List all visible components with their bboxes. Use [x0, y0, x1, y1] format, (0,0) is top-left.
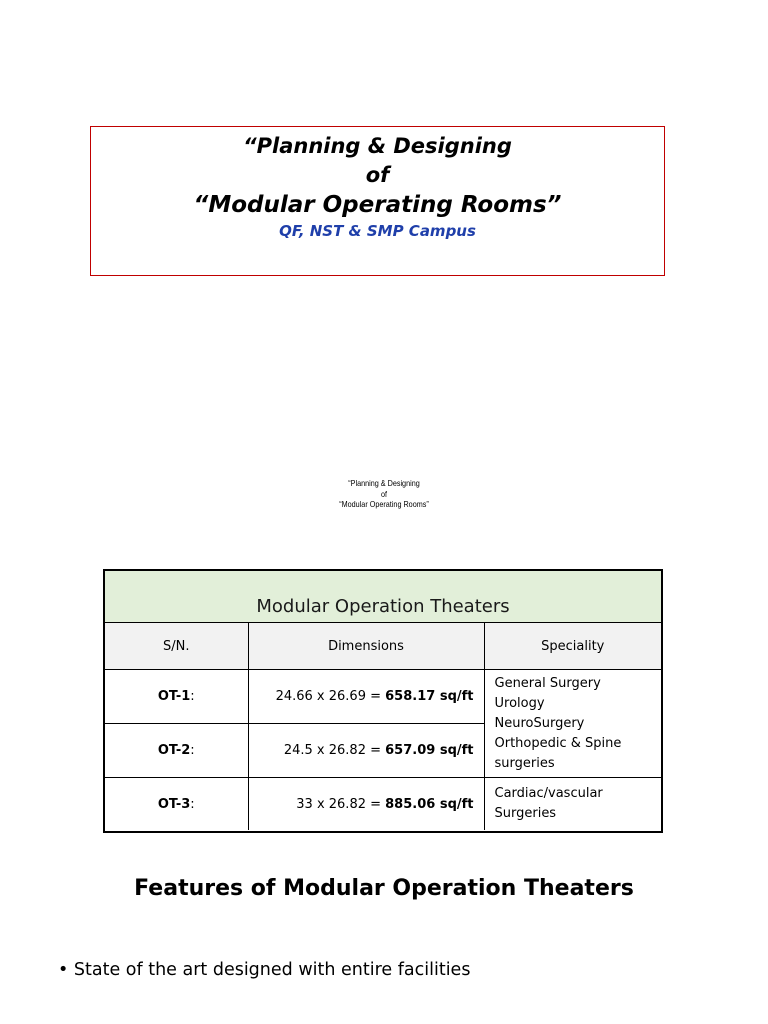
header-sn: S/N.: [105, 623, 248, 670]
cell-sn: OT-2:: [105, 724, 248, 778]
sn-label: OT-3: [157, 796, 191, 812]
cell-dimensions: [248, 778, 484, 831]
dim-total: 658.17 sq/ft: [385, 689, 474, 704]
cover-subtitle: QF, NST & SMP Campus: [279, 222, 476, 240]
sn-label: OT-2: [157, 743, 191, 758]
feature-bullet-text: State of the art designed with entire facilities: [73, 960, 471, 980]
theaters-table: [103, 569, 663, 833]
speciality-item: NeuroSurgery: [494, 715, 585, 731]
sn-label: OT-1: [157, 689, 191, 704]
speciality-item: Surgeries: [494, 806, 557, 821]
theaters-grid: [105, 623, 661, 830]
features-heading: Features of Modular Operation Theaters: [134, 876, 634, 901]
dim-total: 885.06 sq/ft: [385, 796, 474, 812]
header-dimensions: Dimensions: [248, 623, 484, 670]
thumbnail-line3: “Modular Operating Rooms”: [339, 499, 429, 509]
thumbnail-title: [0, 478, 768, 510]
cover-title-line3: “Modular Operating Rooms”: [193, 192, 562, 218]
dim-formula: 24.5 x 26.82 =: [283, 743, 386, 758]
table-row: [105, 670, 661, 724]
cell-dimensions: [248, 724, 484, 778]
feature-bullet: • State of the art designed with entire facilities: [58, 960, 471, 980]
table-title: Modular Operation Theaters: [105, 571, 661, 623]
cell-sn: OT-3:: [105, 778, 248, 831]
cover-title-line1: “Planning & Designing: [243, 134, 512, 158]
header-speciality: Speciality: [484, 623, 661, 670]
cell-speciality: [484, 670, 661, 778]
cell-sn: OT-1:: [105, 670, 248, 724]
thumbnail-line1: “Planning & Designing: [348, 478, 420, 488]
table-row: [105, 778, 661, 831]
speciality-item: General Surgery: [494, 675, 601, 691]
speciality-item: surgeries: [494, 755, 555, 771]
cell-dimensions: [248, 670, 484, 724]
cover-title-box: [90, 126, 665, 276]
cover-title-line2: of: [365, 163, 390, 187]
speciality-item: Cardiac/vascular: [494, 786, 603, 801]
dim-formula: 24.66 x 26.69 =: [275, 689, 386, 704]
speciality-item: Urology: [494, 695, 545, 711]
dim-formula: 33 x 26.82 =: [296, 796, 386, 812]
table-header-row: [105, 623, 661, 670]
thumbnail-line2: of: [380, 488, 388, 499]
speciality-item: Orthopedic & Spine: [494, 735, 622, 751]
cell-speciality: [484, 778, 661, 831]
dim-total: 657.09 sq/ft: [385, 743, 474, 758]
